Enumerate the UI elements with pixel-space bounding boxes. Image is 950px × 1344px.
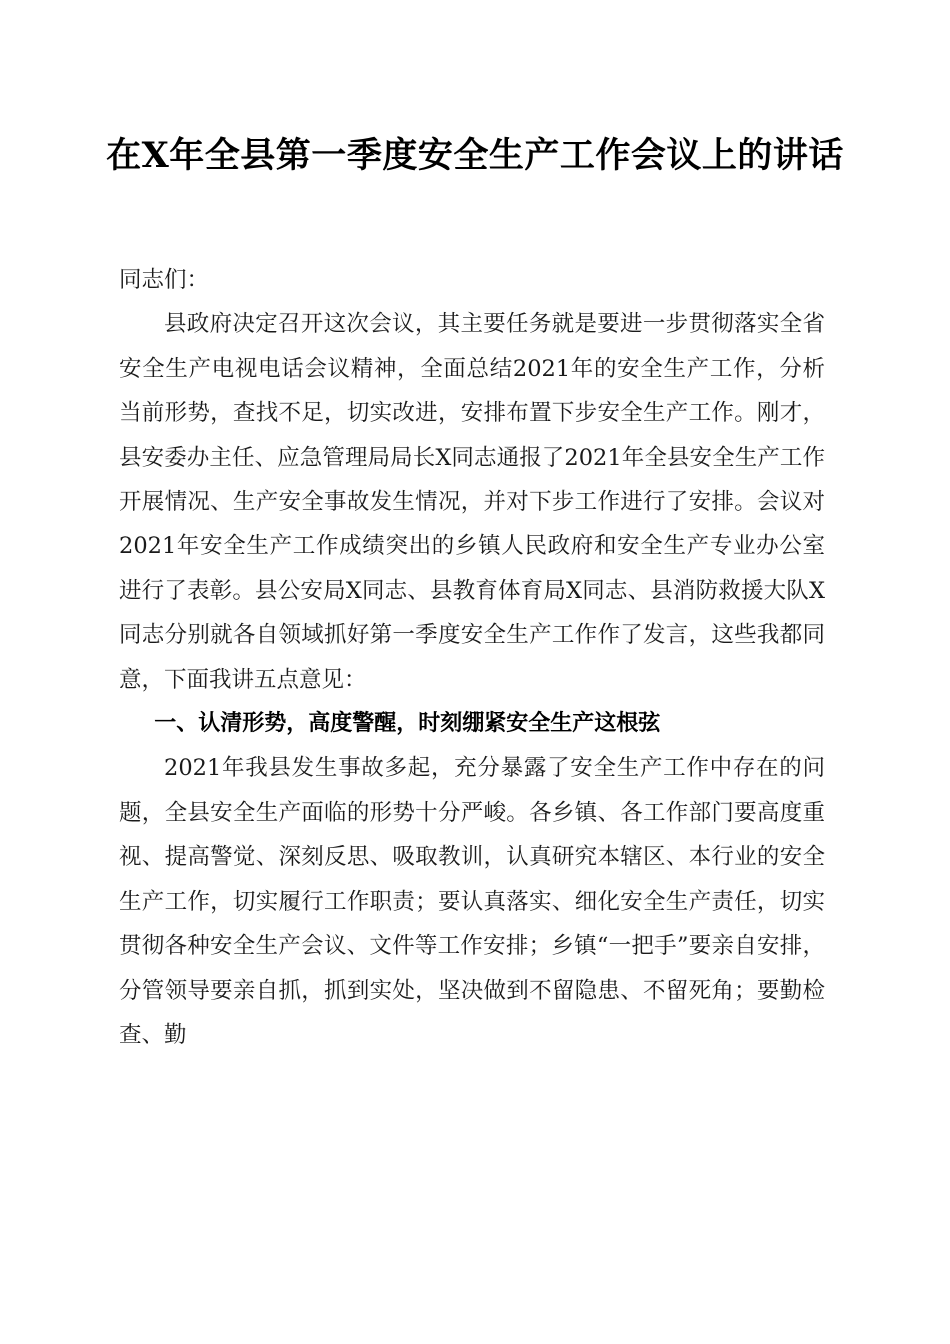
salutation: 同志们：	[119, 267, 210, 293]
document-body	[119, 258, 825, 1057]
section-paragraph: 2021年我县发生事故多起，充分暴露了安全生产工作中存在的问题，全县安全生产面临的形势十分严峻。各乡镇、各工作部门要高度重视、提高警觉、深刻反思、吸取教训，认真研究本辖区、本行业的安全生产工作，切实履行工作职责；要认真落实、细化安全生产责任，切实贯彻各种安全生产会议、文件等工作安排；乡镇“一把手”要亲自安排，分管领导要亲自抓，抓到实处，坚决做到不留隐患、不留死角；要勤检查、勤	[119, 755, 825, 1048]
opening-paragraph: 县政府决定召开这次会议，其主要任务就是要进一步贯彻落实全省安全生产电视电话会议精神，全面总结2021年的安全生产工作，分析当前形势，查找不足，切实改进，安排布置下步安全生产工作。刚才，县安委办主任、应急管理局局长X同志通报了2021年全县安全生产工作开展情况、生产安全事故发生情况，并对下步工作进行了安排。会议对2021年安全生产工作成绩突出的乡镇人民政府和安全生产专业办公室进行了表彰。县公安局X同志、县教育体育局X同志、县消防救援大队X同志分别就各自领域抓好第一季度安全生产工作作了发言，这些我都同意，下面我讲五点意见：	[119, 311, 825, 693]
document-title: 在X年全县第一季度安全生产工作会议上的讲话	[106, 135, 844, 176]
section-heading: 一、认清形势，高度警醒，时刻绷紧安全生产这根弦	[154, 711, 661, 737]
